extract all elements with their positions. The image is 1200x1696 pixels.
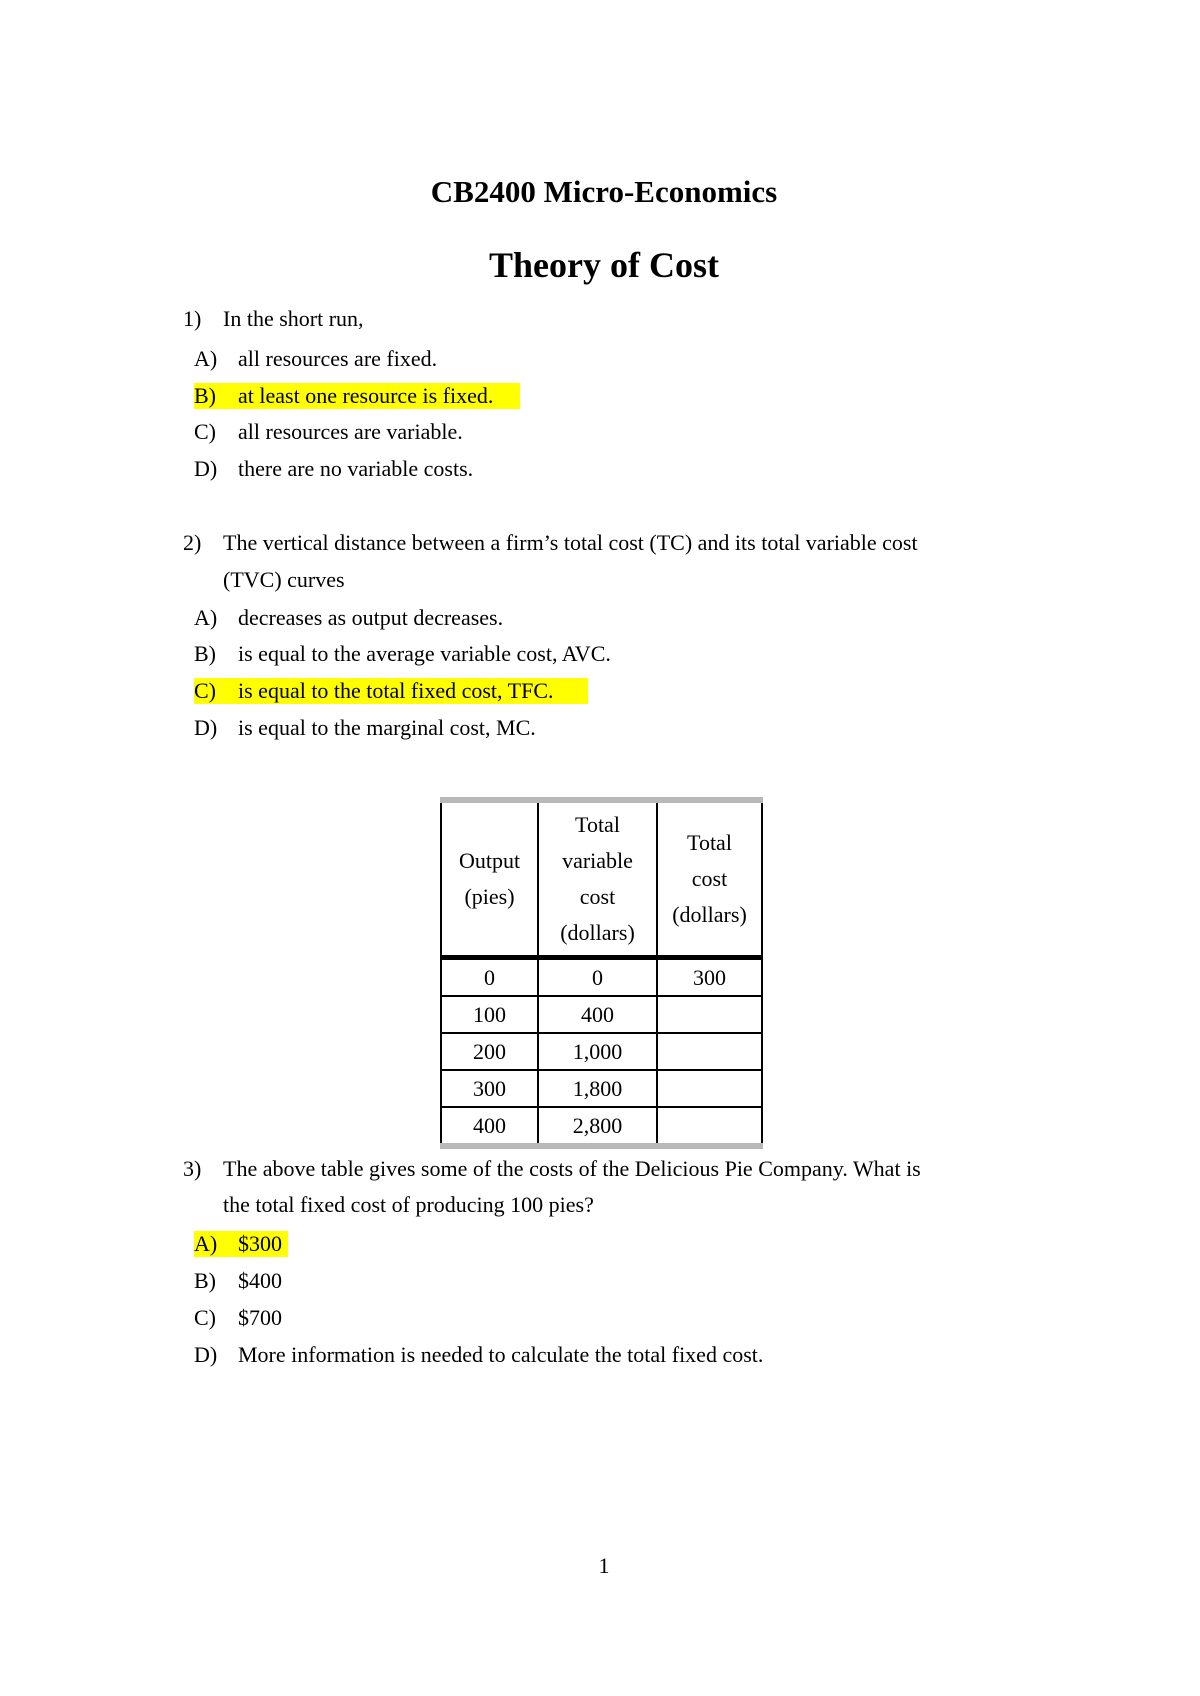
- cell: [657, 1107, 762, 1146]
- cell: 400: [538, 996, 657, 1033]
- option-letter: B): [194, 383, 216, 408]
- option-text: all resources are fixed.: [238, 346, 438, 371]
- course-title: CB2400 Micro-Economics: [430, 174, 778, 209]
- question-text: The above table gives some of the costs of the Delicious Pie Company. What is: [223, 1156, 921, 1181]
- option-letter: B): [194, 641, 216, 666]
- cell: 400: [441, 1107, 538, 1146]
- table-row: [441, 958, 762, 997]
- cell: [657, 1033, 762, 1070]
- option-text: all resources are variable.: [238, 419, 463, 444]
- header-total-variable-cost: Total variable cost (dollars): [538, 800, 657, 958]
- header-output: Output (pies): [441, 800, 538, 958]
- cell: 300: [657, 958, 762, 997]
- option-letter: A): [194, 346, 218, 371]
- cell: 2,800: [538, 1107, 657, 1146]
- question-text: The vertical distance between a firm’s total cost (TC) and its total variable cost: [223, 530, 918, 555]
- cell: 0: [441, 958, 538, 997]
- option-text: $700: [238, 1305, 282, 1330]
- option-1b-highlighted: [194, 383, 520, 409]
- cell: [657, 996, 762, 1033]
- option-3a-highlighted: [194, 1231, 288, 1257]
- option-letter: A): [194, 605, 218, 630]
- page-title: Theory of Cost: [489, 245, 719, 285]
- option-text: More information is needed to calculate the total fixed cost.: [238, 1342, 764, 1367]
- option-letter: D): [194, 456, 218, 481]
- question-number: 2): [183, 530, 202, 555]
- question-number: 3): [183, 1156, 202, 1181]
- option-text: $400: [238, 1268, 282, 1293]
- option-2c-highlighted: [194, 678, 588, 704]
- page-number: 1: [598, 1553, 610, 1578]
- option-2b: [194, 641, 611, 667]
- cost-table: [440, 797, 763, 1149]
- option-text: there are no variable costs.: [238, 456, 474, 481]
- table-row: [441, 996, 762, 1033]
- option-letter: B): [194, 1268, 216, 1293]
- option-1d: [194, 456, 474, 482]
- cell: 1,800: [538, 1070, 657, 1107]
- option-letter: A): [194, 1231, 218, 1256]
- question-text-line2: (TVC) curves: [223, 567, 345, 592]
- option-text: decreases as output decreases.: [238, 605, 504, 630]
- cell: 300: [441, 1070, 538, 1107]
- option-3d: [194, 1342, 764, 1368]
- option-2a: [194, 605, 504, 631]
- cell: 200: [441, 1033, 538, 1070]
- option-text: is equal to the total fixed cost, TFC.: [238, 678, 554, 703]
- cell: [657, 1070, 762, 1107]
- option-3c: [194, 1305, 282, 1331]
- question-text: In the short run,: [223, 306, 364, 331]
- table-row: [441, 1033, 762, 1070]
- option-1c: [194, 419, 463, 445]
- cell: 100: [441, 996, 538, 1033]
- option-letter: C): [194, 678, 216, 703]
- option-letter: D): [194, 715, 218, 740]
- option-text: is equal to the average variable cost, AVC.: [238, 641, 611, 666]
- option-letter: C): [194, 419, 216, 444]
- option-text: is equal to the marginal cost, MC.: [238, 715, 536, 740]
- header-total-cost: Total cost (dollars): [657, 800, 762, 958]
- cell: 1,000: [538, 1033, 657, 1070]
- option-3b: [194, 1268, 282, 1294]
- table-row: [441, 1070, 762, 1107]
- option-letter: D): [194, 1342, 218, 1367]
- cell: 0: [538, 958, 657, 997]
- option-text: at least one resource is fixed.: [238, 383, 494, 408]
- option-text: $300: [238, 1231, 282, 1256]
- option-letter: C): [194, 1305, 216, 1330]
- question-text-line2: the total fixed cost of producing 100 pies?: [223, 1192, 594, 1217]
- table-row: [441, 1107, 762, 1146]
- option-1a: [194, 346, 438, 372]
- option-2d: [194, 715, 536, 741]
- question-number: 1): [183, 306, 202, 331]
